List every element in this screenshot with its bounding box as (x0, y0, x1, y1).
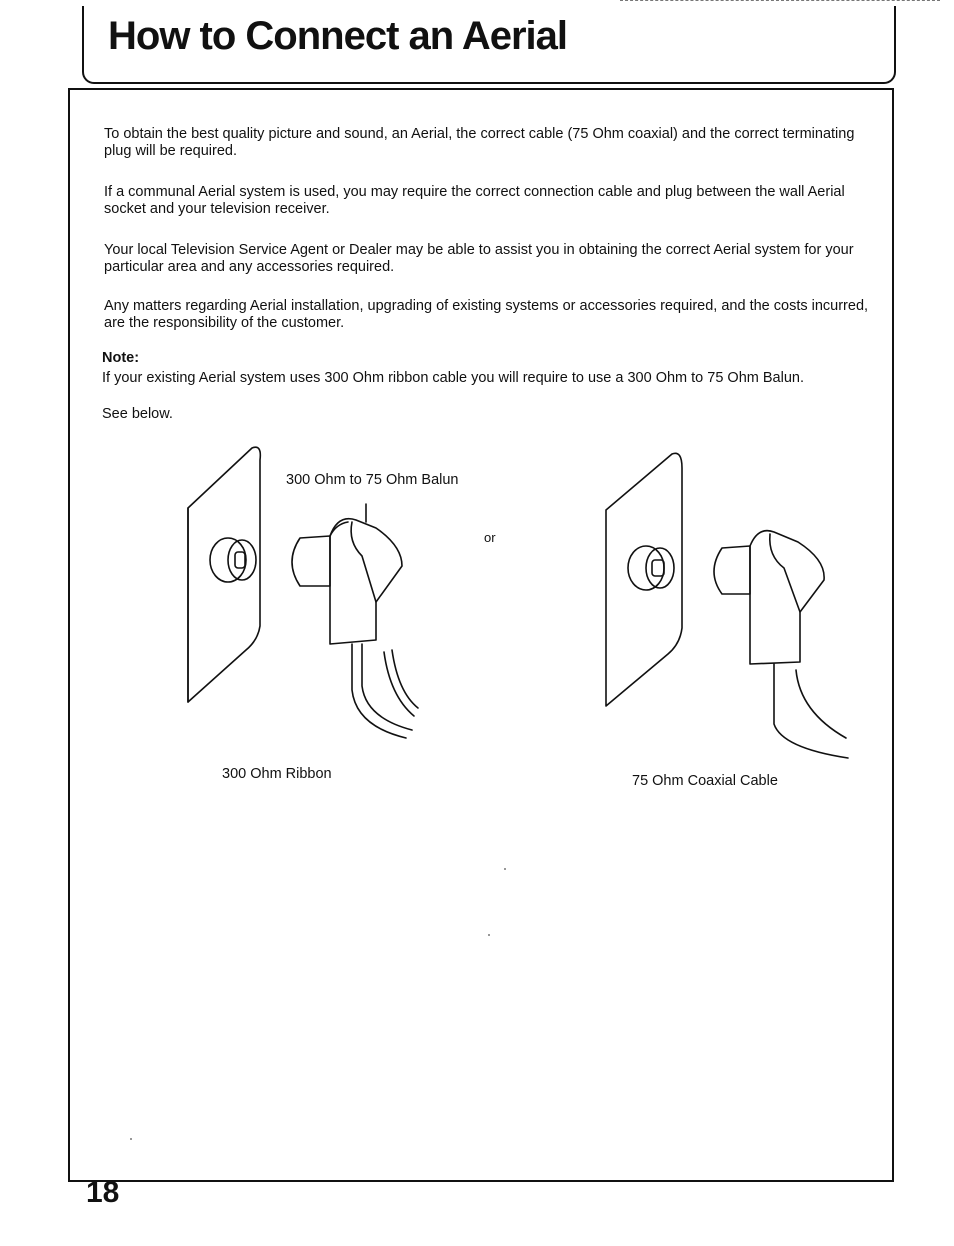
balun-illustration (180, 440, 440, 760)
paragraph-communal-aerial: If a communal Aerial system is used, you may require the correct connection cable and plug between the wall Aerial socket and your television receiver. (104, 184, 845, 217)
paragraph-cable-requirement: To obtain the best quality picture and sound, an Aerial, the correct cable (75 Ohm coaxial) and the correct terminating plug will be required. (104, 126, 855, 159)
or-label: or (484, 530, 496, 545)
note-see-below: See below. (102, 406, 173, 422)
paragraph-responsibility: Any matters regarding Aerial installation, upgrading of existing systems or accessories required, and the costs incurred, are the responsibility of the customer. (104, 298, 869, 331)
paragraph-service-agent: Your local Television Service Agent or Dealer may be able to assist you in obtaining the correct Aerial system for your particular area and any accessories required. (104, 242, 854, 275)
note-heading: Note: (102, 350, 140, 366)
top-edge-marks (620, 0, 940, 5)
coaxial-cable (774, 664, 848, 758)
balun-label: 300 Ohm to 75 Ohm Balun (286, 472, 459, 488)
scan-speck (504, 868, 506, 870)
coax-plug-body (750, 531, 824, 664)
balun-body (330, 519, 402, 644)
scan-speck (130, 1138, 132, 1140)
plug-stub (292, 536, 330, 586)
coax-label: 75 Ohm Coaxial Cable (632, 773, 778, 789)
coax-illustration (600, 448, 860, 768)
ribbon-cable (352, 644, 406, 738)
page-number: 18 (86, 1176, 120, 1209)
scan-speck (488, 934, 490, 936)
page-title: How to Connect an Aerial (108, 14, 568, 58)
plug-stub (714, 546, 750, 594)
wall-plate (188, 447, 260, 702)
note-text: If your existing Aerial system uses 300 Ohm ribbon cable you will require to use a 300 Ohm to 75 Ohm Balun. (102, 370, 804, 386)
ribbon-label: 300 Ohm Ribbon (222, 766, 332, 782)
